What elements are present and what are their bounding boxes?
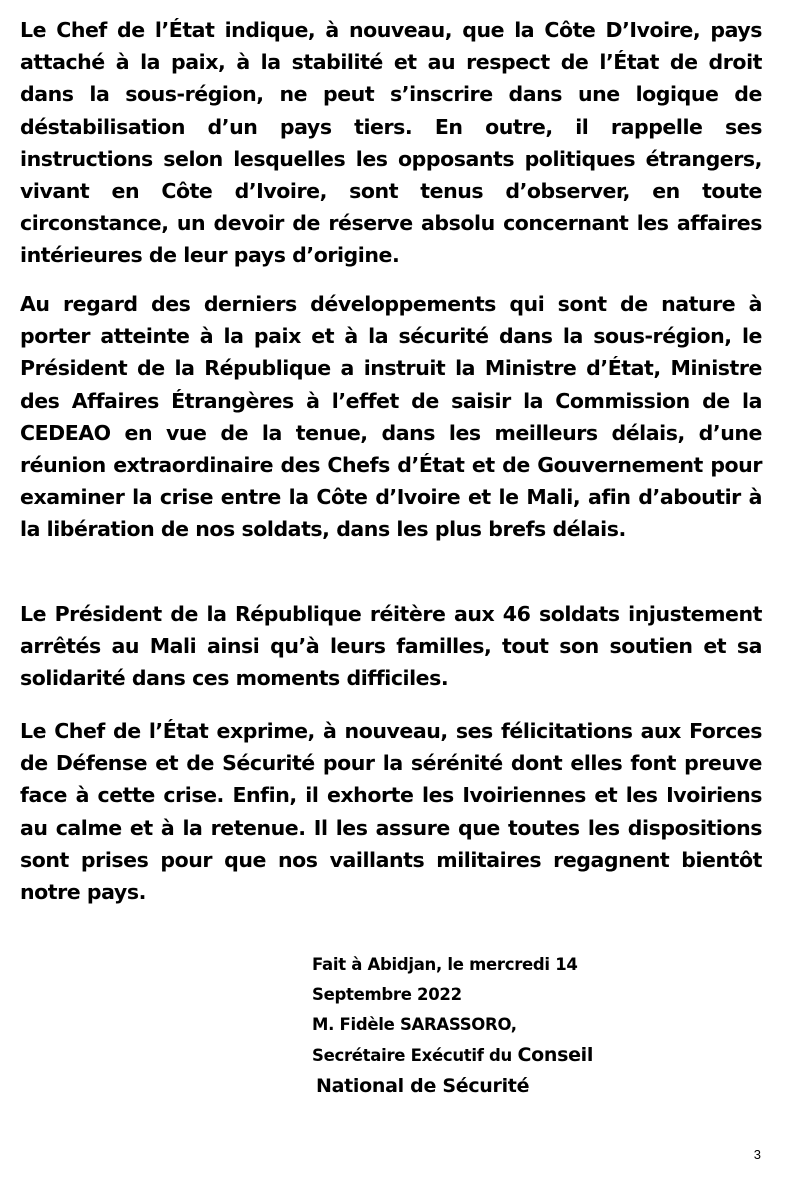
paragraph-1: Le Chef de l’État indique, à nouveau, que la Côte D’Ivoire, pays attaché à la paix, à la stabilité et au respect de l’État de droit dans la sous-région, ne peut s’inscrire dans une logique de déstabilisation d’un pays tiers. En outre, il rappelle ses instructions selon lesquelles les opposants politiques étrangers, vivant en Côte d’Ivoire, sont tenus d’observer, en toute circonstance, un devoir de réserve absolu concernant les affaires intérieures de leur pays d’origine. <box>20 18 762 268</box>
page-number: 3 <box>753 1147 761 1162</box>
paragraph-4: Le Chef de l’État exprime, à nouveau, ses félicitations aux Forces de Défense et de Sécurité pour la sérénité dont elles font preuve face à cette crise. Enfin, il exhorte les Ivoiriennes et les Ivoiriens au calme et à la retenue. Il les assure que toutes les dispositions sont prises pour que nos vaillants militaires regagnent bientôt notre pays. <box>20 719 762 905</box>
signature-place-date-line-1: Fait à Abidjan, le mercredi 14 <box>312 955 578 974</box>
signatory-name: M. Fidèle SARASSORO, <box>312 1015 517 1034</box>
council-name-part-2: National de Sécurité <box>316 1075 530 1097</box>
paragraph-3: Le Président de la République réitère aux 46 soldats injustement arrêtés au Mali ainsi qu’à leurs familles, tout son soutien et sa solidarité dans ces moments difficiles. <box>20 602 762 691</box>
signature-block <box>312 950 593 1101</box>
signatory-title: Secrétaire Exécutif du <box>312 1046 512 1065</box>
paragraph-2: Au regard des derniers développements qui sont de nature à porter atteinte à la paix et à la sécurité dans la sous-région, le Président de la République a instruit la Ministre d’État, Ministre des Affaires Étrangères à l’effet de saisir la Commission de la CEDEAO en vue de la tenue, dans les meilleurs délais, d’une réunion extraordinaire des Chefs d’État et de Gouvernement pour examiner la crise entre la Côte d’Ivoire et le Mali, afin d’aboutir à la libération de nos soldats, dans les plus brefs délais. <box>20 292 762 542</box>
signature-place-date-line-2: Septembre 2022 <box>312 985 462 1004</box>
signatory-title-line <box>312 1040 593 1071</box>
council-name-part-1: Conseil <box>517 1044 594 1066</box>
